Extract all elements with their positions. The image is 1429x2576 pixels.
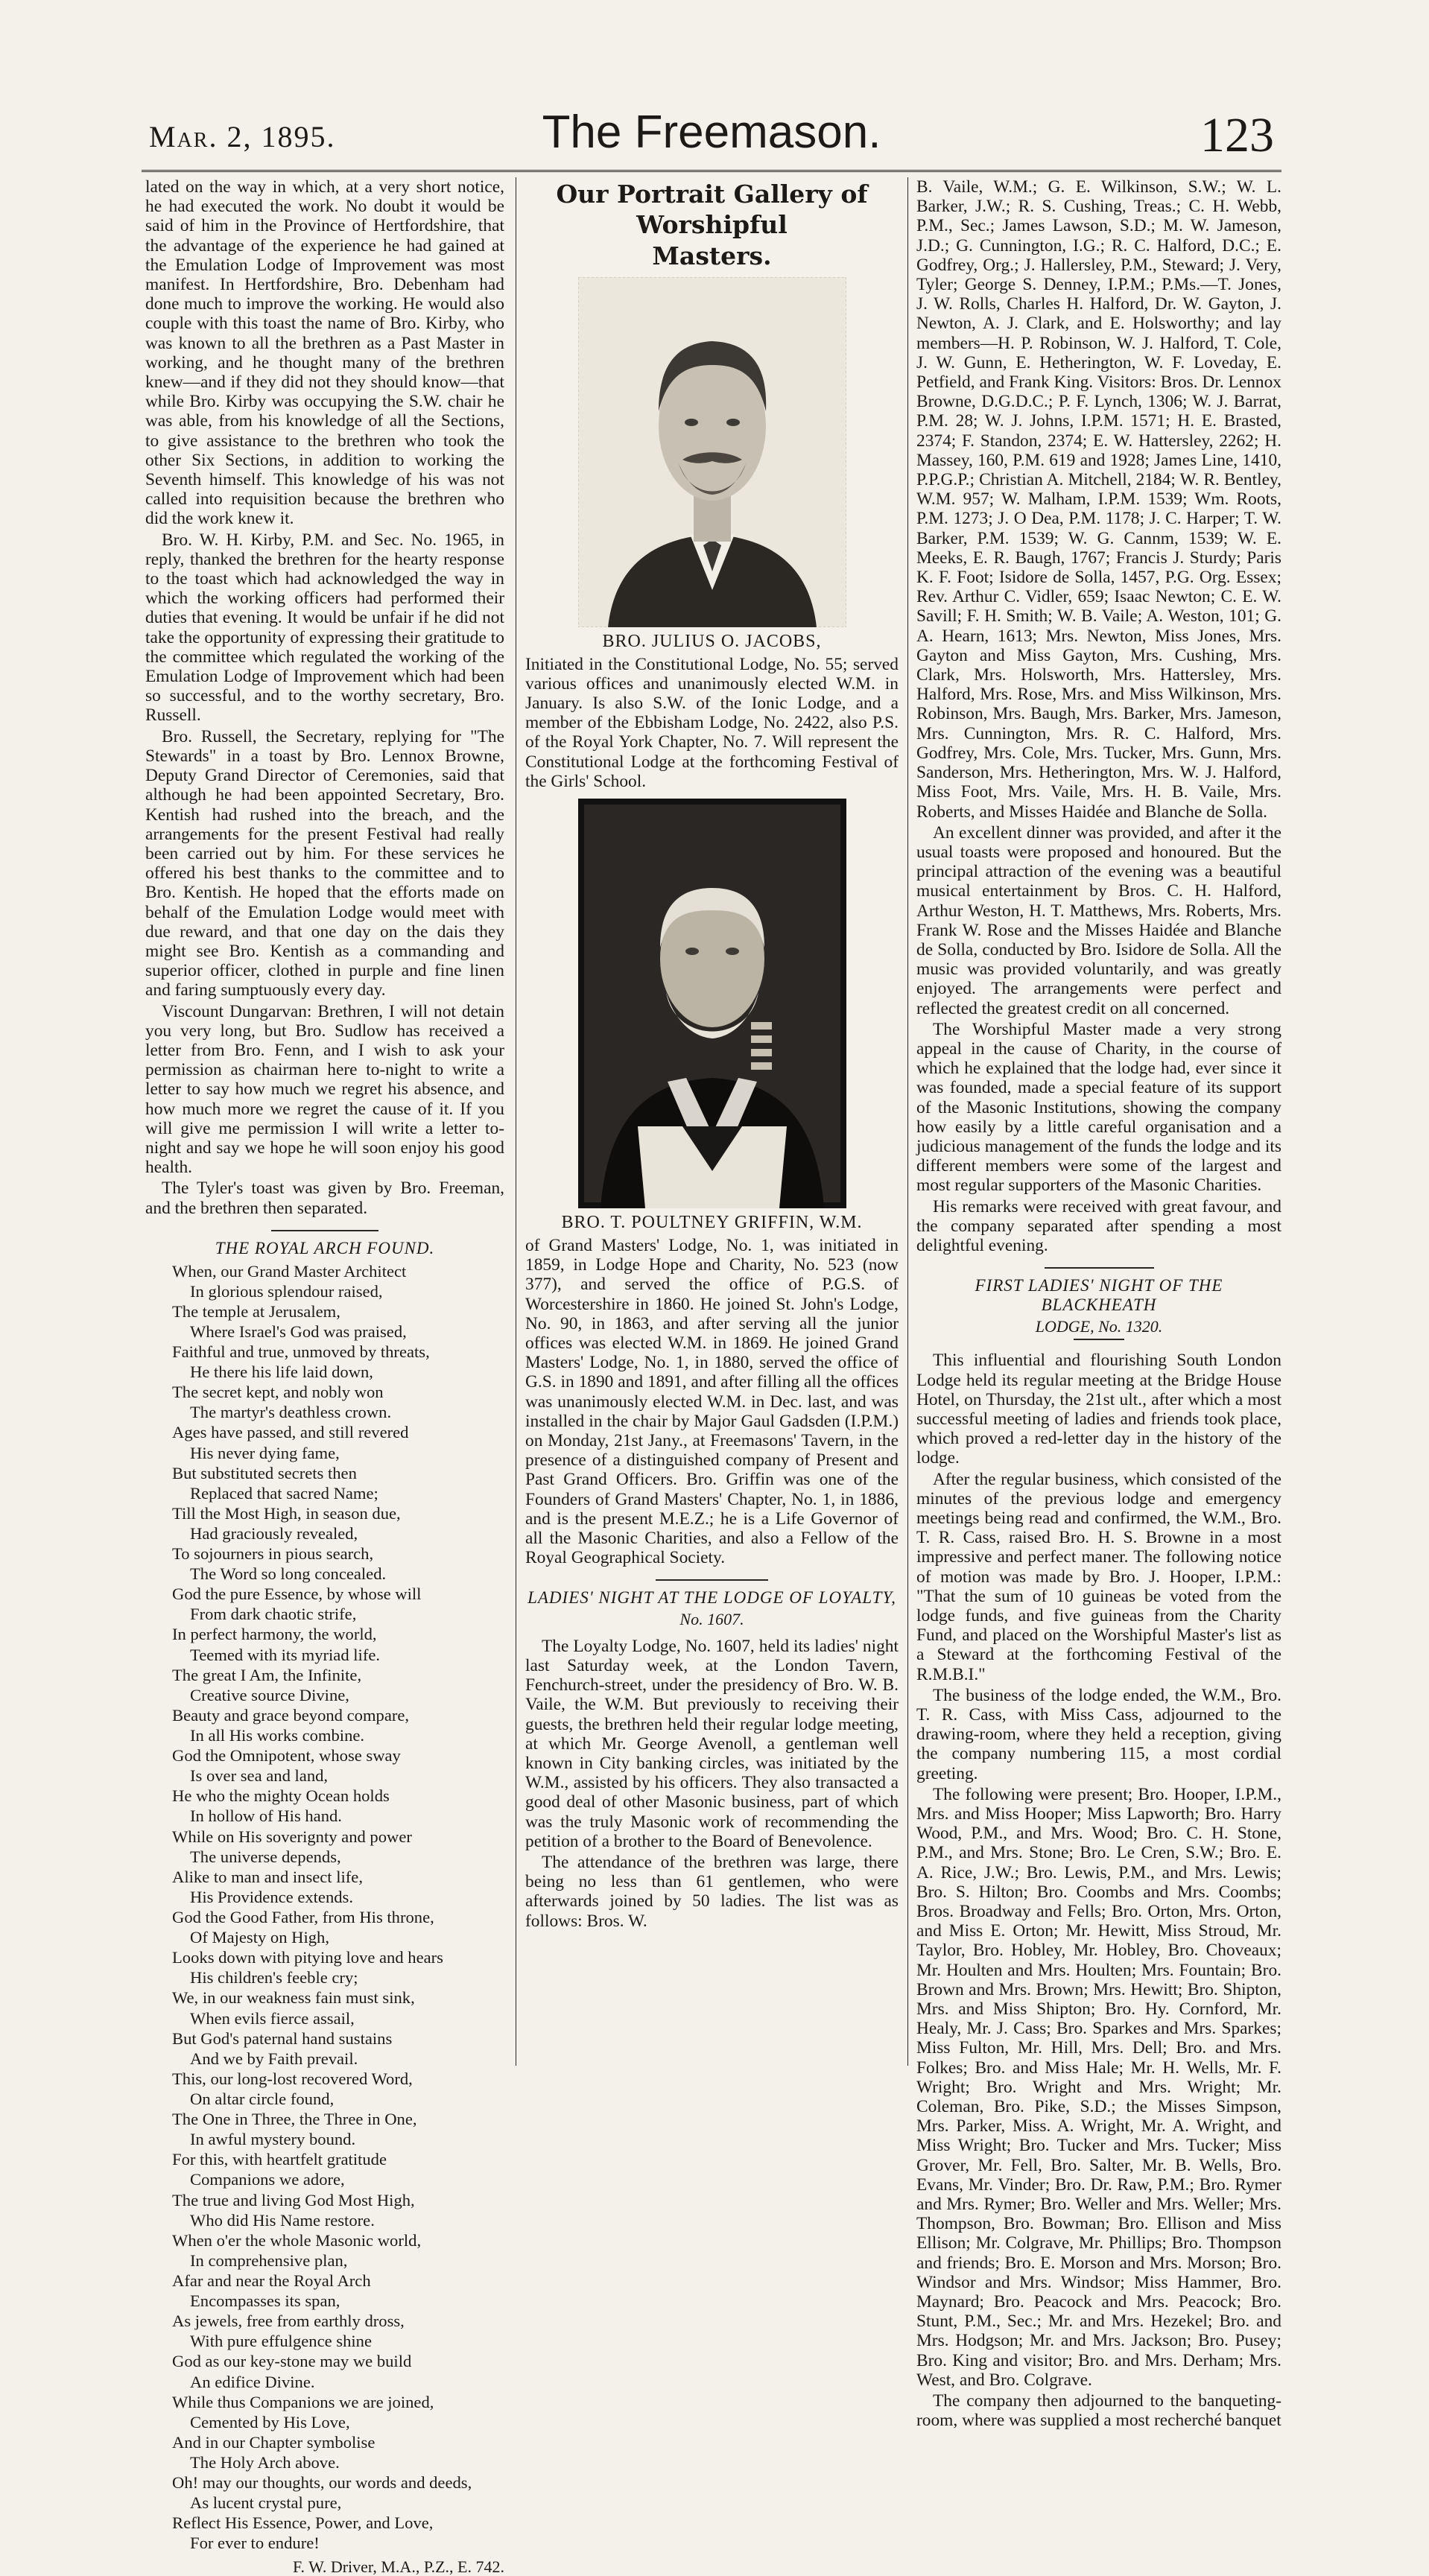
article-paragraph: His remarks were received with great favour, and the company separated after spending a most delightful evening. [916,1196,1281,1255]
poem-line: Alike to man and insect life, [172,1867,363,1886]
poem-line: His children's feeble cry; [190,1968,358,1987]
poem-line: Beauty and grace beyond compare, [172,1705,410,1725]
poem-line: But substituted secrets then [172,1463,357,1482]
poem-line: God the pure Essence, by whose will [172,1584,422,1604]
poem-line: Companions we adore, [190,2170,345,2189]
poem-line: Ages have passed, and still revered [172,1423,409,1442]
poem-line: Till the Most High, in season due, [172,1503,401,1523]
poem-line: Cemented by His Love, [190,2412,350,2431]
poem-line: God the Omnipotent, whose sway [172,1746,401,1766]
article-paragraph: The Worshipful Master made a very strong appeal in the cause of Charity, in the course of which he explained that the lodge had, ever since it was founded, made a special feature of its support of the Masonic Institutions, showing the company how easily by a little careful organisation and a judicious management of the funds the lodge and its different members were some of the largest and most regular supporters of the Masonic Charities. [916,1019,1281,1196]
newspaper-title: The Freemason. [542,107,881,158]
poem-line: The true and living God Most High, [172,2190,415,2209]
poem-line: But God's paternal hand sustains [172,2028,393,2048]
poem-line: We, in our weakness fain must sink, [172,1988,415,2008]
section-title: FIRST LADIES' NIGHT OF THE BLACKHEATH [975,1276,1223,1314]
article-paragraph: The following were present; Bro. Hooper, I.P.M., Mrs. and Miss Hooper; Miss Lapworth; Bro. Harry Wood, P.M., and Mrs. Wood; Bro. C. H. Stone, P.M., and Mrs. Stone; Bro. Le Cren, S.W.; Bro. E. A. Rice, J.W.; Bro. Lewis, P.M., and Mrs. Lewis; Bro. S. Hilton; Bro. Coombs and Mrs. Coombs; Bros. Broadway and Fells; Bro. Orton, Mrs. Orton, and Miss E. Orton; Mr. Hewitt, Miss Stroud, Mr. Taylor, Bro. Hobley, Mr. Hobley, Bro. Choveaux; Mr. Houlten and Mrs. Houlten; Mrs. Fountain; Bro. Brown and Mrs. Brown; Mrs. Hewitt; Bro. Shipton, Mrs. and Miss Shipton; Bro. Hy. Cornford, Mr. Healy, Mr. J. Cass; Bro. Sparkes and Mrs. Sparkes; Miss Fulton, Mr. Hill, Mrs. Dell; Bro. and Mrs. Folkes; Bro. and Miss Hale; Mr. H. Wells, Mr. F. Wright; Bro. Wright and Mrs. Wright; Mr. Coleman, Bro. Pike, S.D.; the Misses Simpson, Mrs. Parker, Miss. A. Wright, Mr. A. Wright, and Miss Wright; Bro. Tucker and Mrs. Tucker; Miss Grover, Mr. Fell, Bro. Salter, Mr. B. Wells, Bro. Evans, Mr. Vinder; Bro. Dr. Raw, P.M.; Bro. Rymer and Mrs. Rymer; Bro. Weller and Mrs. Weller; Mrs. Thompson, Bro. Bowman; Bro. Ellison and Miss Ellison; Mr. Colgrave, Mr. Phillips; Bro. Thompson and friends; Bro. E. Morson and Mrs. Morson; Bro. Windsor and Mrs. Windsor; Miss Hammer, Bro. Maynard; Bro. Peacock and Mrs. Peacock; Bro. Stunt, P.M., Sec.; Mr. and Mrs. Hezekel; Bro. and Mrs. Hodgson; Mr. and Mrs. Jackson; Bro. Pusey; Bro. King and visitor; Bro. and Mrs. Derham; Mrs. West, and Bro. Colgrave. [916,1784,1281,2390]
portrait-t-poultney-griffin [578,799,846,1208]
poem-line: With pure effulgence shine [190,2332,372,2351]
poem-line: As lucent crystal pure, [190,2493,342,2513]
column-rule-right [907,177,908,2066]
poem-line: The Holy Arch above. [190,2452,340,2472]
poem-line: God the Good Father, from His throne, [172,1908,434,1927]
poem-line: In perfect harmony, the world, [172,1625,377,1644]
poem-line: The martyr's deathless crown. [190,1403,392,1422]
poem-line: In glorious splendour raised, [190,1281,383,1301]
section-divider [271,1230,379,1231]
article-paragraph: B. Vaile, W.M.; G. E. Wilkinson, S.W.; W. L. Barker, J.W.; R. S. Cushing, Treas.; C. H. Webb, P.M., Sec.; James Lawson, S.D.; M. W. Jameson, J.D.; G. Cunnington, I.G.; R. C. Halford, D.C.; E. Godfrey, Org.; J. Hallersley, P.M., Steward; J. Very, Tyler; George S. Denney, I.P.M.; P.Ms.—T. Jones, J. W. Rolls, Charles H. Halford, Dr. W. Gayton, J. Newton, A. J. Clark, and E. Holsworthy; and lay members—H. P. Robinson, W. J. Halford, T. Cole, J. W. Gunn, E. Hetherington, W. F. Loveday, E. Petfield, and Frank King. Visitors: Bros. Dr. Lennox Browne, D.G.D.C.; P. F. Lynch, 1306; W. J. Barrat, P.M. 28; W. J. Johns, I.P.M. 1571; H. E. Brasted, 2374; F. Standon, 2374; E. W. Hattersley, 2262; H. Massey, 160, P.M. 619 and 1928; James Line, 1410, P.P.G.P.; Christian A. Mitchell, 2184; W. R. Bentley, W.M. 957; W. Malham, I.P.M. 1539; Wm. Roots, P.M. 1273; J. O Dea, P.M. 1178; J. C. Harper; T. W. Barker, P.M. 1539; W. G. Cannm, 1539; W. E. Meeks, E. R. Baugh, 1767; Francis J. Sturdy; Paris K. F. Foot; Isidore de Solla, 1457, P.G. Org. Essex; Rev. Arthur C. Vidler, 659; Isaac Newton; C. E. W. Savill; F. H. Smith; W. B. Vaile; A. Weston, 101; G. A. Hearn, 1613; Mrs. Newton, Miss Jones, Mrs. Gayton and Miss Gayton, Mrs. Cushing, Mrs. Clark, Mrs. Holsworth, Mrs. Hattersley, Mrs. Halford, Mrs. Rose, Mrs. and Miss Wilkinson, Mrs. Robinson, Mrs. Baugh, Mrs. Barker, Mrs. Jameson, Mrs. Cunnington, Mrs. R. C. Halford, Mrs. Godfrey, Mrs. Cole, Mrs. Tucker, Mrs. Gunn, Mrs. Sanderson, Mrs. Hetherington, Mrs. W. J. Halford, Miss Foot, Mrs. Vaile, Mrs. H. B. Vaile, Mrs. Roberts, and Misses Haidée and Blanche de Solla. [916,177,1281,822]
poem-line: Had graciously revealed, [190,1523,358,1543]
poem-line: The secret kept, and nobly won [172,1383,384,1402]
poem-line: While on His soverignty and power [172,1827,412,1846]
article-paragraph: The business of the lodge ended, the W.M., Bro. T. R. Cass, with Miss Cass, adjourned to the drawing-room, where they held a reception, giving the company numbering 115, a most cordial greeting. [916,1685,1281,1783]
column-2 [525,177,899,1932]
poem-line: From dark chaotic strife, [190,1605,357,1624]
poem-line: As jewels, free from earthly dross, [172,2312,405,2331]
poem-line: Afar and near the Royal Arch [172,2271,371,2290]
poem-line: The One in Three, the Three in One, [172,2110,417,2129]
poem-line: For this, with heartfelt gratitude [172,2150,387,2169]
portrait-caption: BRO. JULIUS O. JACOBS, [602,631,822,651]
poem-line: This, our long-lost recovered Word, [172,2069,413,2088]
poem-line: He who the mighty Ocean holds [172,1786,390,1806]
page-number: 123 [1200,108,1274,162]
poem-line: God as our key-stone may we build [172,2352,412,2371]
section-title: LADIES' NIGHT AT THE LODGE OF LOYALTY, [527,1588,896,1608]
poem-line: His never dying fame, [190,1443,340,1462]
gallery-heading-line: Our Portrait Gallery of Worshipful [556,180,868,240]
poem-line: Of Majesty on High, [190,1928,330,1947]
poem-line: The temple at Jerusalem, [172,1301,340,1321]
article-paragraph: After the regular business, which consisted of the minutes of the previous lodge and emergency meetings being read and confirmed, the W.M., Bro. T. R. Cass, raised Bro. H. S. Browne in a most impressive and perfect maner. The following notice of motion was made by Bro. J. Hooper, I.P.M.: "That the sum of 10 guineas be voted from the lodge funds, and five guineas from the Charity Fund, and placed on the Worshipful Master's list as a Steward at the forthcoming Festival of the R.M.B.I." [916,1469,1281,1684]
article-paragraph: The attendance of the brethren was large, there being no less than 61 gentlemen, who were afterwards joined by 50 ladies. The list was as follows: Bros. W. [525,1852,899,1931]
poem-line: The universe depends, [190,1847,341,1866]
poem-line: Faithful and true, unmoved by threats, [172,1342,430,1361]
issue-date: Mar. 2, 1895. [149,120,336,153]
article-paragraph: Viscount Dungarvan: Brethren, I will not detain you very long, but Bro. Sudlow has received a letter from Bro. Fenn, and I wish to ask your permission as chairman here to-night to write a letter to say how much we regret his absence, and how much more we regret the cause of it. If you will give me permission I will write a letter to-night and say we hope he will soon enjoy his good health. [145,1001,504,1178]
section-divider [656,1579,767,1581]
poem-line: On altar circle found, [190,2090,335,2108]
poem-line: And in our Chapter symbolise [172,2432,376,2452]
poem-line: An edifice Divine. [190,2372,315,2391]
poem-title: THE ROYAL ARCH FOUND. [215,1238,435,1257]
biography-paragraph: of Grand Masters' Lodge, No. 1, was initiated in 1859, in Lodge Hope and Charity, No. 523 (now 377), and served the office of P.G.S. of Worcestershire in 1860. He joined St. John's Lodge, No. 90, in 1863, and after serving all the junior offices was elected W.M. in 1869. He joined Grand Masters' Lodge, No. 1, in 1880, served the office of G.S. in 1890 and 1891, and after filling all the offices was unanimously elected W.M. in Dec. last, and was installed in the chair by Major Gaul Gadsden (I.P.M.) on Monday, 21st Jany., at Freemasons' Tavern, in the presence of a distinguished company of Present and Past Grand Officers. Bro. Griffin was one of the Founders of Grand Masters' Chapter, No. 1, in 1886, and is the present M.E.Z.; he is a Life Governor of all the Masonic Charities, and also a Fellow of the Royal Geographical Society. [525,1235,899,1568]
portrait-caption: BRO. T. POULTNEY GRIFFIN, W.M. [561,1213,863,1233]
column-3 [916,177,1281,2431]
poem-line: When o'er the whole Masonic world, [172,2230,422,2250]
biography-paragraph: Initiated in the Constitutional Lodge, No. 55; served various offices and unanimously elected W.M. in January. Is also S.W. of the Ionic Lodge, and a member of the Ebbisham Lodge, No. 2422, also P.S. of the Royal York Chapter, No. 7. Will represent the Constitutional Lodge at the forthcoming Festival of the Girls' School. [525,654,899,791]
article-paragraph: The Tyler's toast was given by Bro. Freeman, and the brethren then separated. [145,1178,504,1218]
poem-line: In awful mystery bound. [190,2130,356,2149]
poem-line: In hollow of His hand. [190,1806,342,1826]
poem-line: In comprehensive plan, [190,2250,348,2270]
article-paragraph: This influential and flourishing South London Lodge held its regular meeting at the Bridge House Hotel, on Thursday, the 21st ult., after which a most successful meeting of ladies and friends took place, which proved a red-letter day in the history of the lodge. [916,1351,1281,1468]
article-paragraph: Bro. W. H. Kirby, P.M. and Sec. No. 1965, in reply, thanked the brethren for the hearty response to the toast which had acknowledged the way in which the working officers had performed their duties that evening. It would be unfair if he did not take the opportunity of expressing their gratitude to the committee which regulated the working of the Emulation Lodge of Improvement which had been so successful, and to the worthy secretary, Bro. Russell. [145,530,504,726]
poem-line: The great I Am, the Infinite, [172,1665,362,1684]
article-paragraph: The company then adjourned to the banqueting-room, where was supplied a most recherché banquet [916,2391,1281,2431]
poem-line: Who did His Name restore. [190,2210,375,2230]
section-divider [1045,1267,1154,1269]
column-1 [145,177,504,2576]
poem-line: And we by Faith prevail. [190,2049,358,2068]
section-subtitle: No. 1607. [679,1610,744,1629]
gallery-heading [525,179,899,271]
gallery-heading-line: Masters. [652,241,772,270]
article-paragraph: The Loyalty Lodge, No. 1607, held its ladies' night last Saturday week, at the London Tavern, Fenchurch-street, under the presidency of Bro. W. B. Vaile, the W.M. But previously to receiving their guests, the brethren held their regular lodge meeting, at which Mr. George Avenoll, a gentleman well known in City banking circles, was initiated by the W.M., assisted by his officers. They also transacted a good deal of other Masonic business, part of which was the truly Masonic work of recommending the petition of a brother to the Board of Benevolence. [525,1636,899,1851]
poem-line: Encompasses its span, [190,2291,340,2311]
poem-line: He there his life laid down, [190,1362,373,1382]
portrait-julius-jacobs [578,277,846,627]
poem-signature: F. W. Driver, M.A., P.Z., E. 742. [293,2557,504,2576]
poem-line: To sojourners in pious search, [172,1544,374,1564]
poem-line: While thus Companions we are joined, [172,2392,434,2411]
poem-line: His Providence extends. [190,1887,353,1906]
poem-line: Oh! may our thoughts, our words and deeds, [172,2473,472,2493]
poem-line: Teemed with its myriad life. [190,1645,381,1664]
poem-line: For ever to endure! [190,2534,320,2553]
poem-line: Replaced that sacred Name; [190,1483,378,1503]
poem-line: When evils fierce assail, [190,2008,355,2028]
poem-line: Is over sea and land, [190,1766,329,1786]
poem-line: Looks down with pitying love and hears [172,1948,443,1967]
poem-line: In all His works combine. [190,1726,365,1745]
poem-line: Reflect His Essence, Power, and Love, [172,2513,434,2533]
poem-line: The Word so long concealed. [190,1564,387,1584]
article-paragraph: Bro. Russell, the Secretary, replying for "The Stewards" in a toast by Bro. Lennox Browne, Deputy Grand Director of Ceremonies, said that although he had been appointed Secretary, Bro. Kentish had rushed into the breach, and the arrangements for the present Festival had really been carried out by him. For these services he offered his best thanks to the committee and to Bro. Kentish. He hoped that the efforts made on behalf of the Emulation Lodge would meet with due reward, and that one day on the dais they might see Bro. Kentish as a commanding and superior officer, clothed in purple and fine linen and faring sumptuously every day. [145,726,504,1000]
section-subtitle: LODGE, No. 1320. [1035,1316,1163,1336]
masthead [142,103,1281,172]
short-rule [1074,1339,1125,1340]
article-paragraph: An excellent dinner was provided, and after it the usual toasts were proposed and honoured. But the principal attraction of the evening was a beautiful musical entertainment by Bros. C. H. Halford, Arthur Weston, H. T. Matthews, Mrs. Roberts, Mrs. Frank W. Rose and the Misses Haidée and Blanche de Solla, conducted by Bro. Isidore de Solla. All the music was provided voluntarily, and was greatly enjoyed. The arrangements were perfect and reflected the greatest credit on all concerned. [916,822,1281,1018]
poem-line: Where Israel's God was praised, [190,1322,407,1341]
poem [145,1261,504,2554]
poem-line: Creative source Divine, [190,1685,349,1704]
article-paragraph: lated on the way in which, at a very short notice, he had executed the work. No doubt it would be said of him in the Province of Hertfordshire, that the advantage of the experience he had gained at the Emulation Lodge of Improvement was most manifest. In Hertfordshire, Bro. Debenham had done much to improve the working. He would also couple with this toast the name of Bro. Kirby, who was known to all the brethren as a Past Master in working, and he thought many of the brethren knew—and if they did not they should know—that while Bro. Kirby was occupying the S.W. chair he was able, from his knowledge of all the Sections, to give assistance to the brethren who took the other Six Sections, in addition to working the Seventh himself. This knowledge of his was not called into requisition because the brethren who did the work knew it. [145,177,504,529]
poem-line: When, our Grand Master Architect [172,1261,407,1281]
